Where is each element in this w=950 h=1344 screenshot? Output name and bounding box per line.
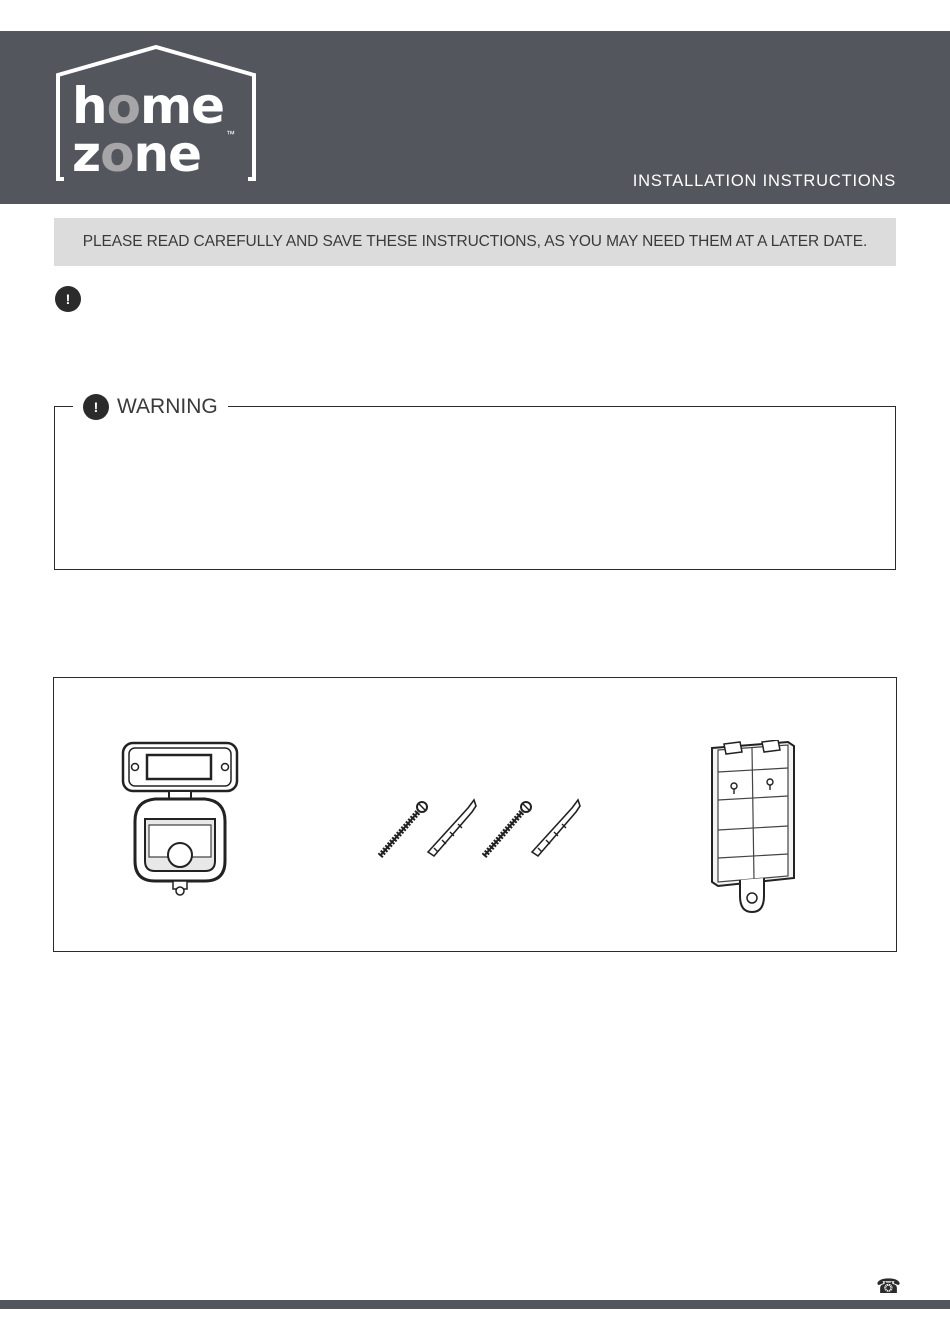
screws-and-wall-plugs-icon xyxy=(376,794,586,860)
parts-box xyxy=(53,677,897,952)
security-light-icon xyxy=(119,741,241,898)
homezone-logo xyxy=(54,45,260,185)
logo-word-zone: zone xyxy=(72,125,201,183)
warning-box xyxy=(54,395,896,570)
logo-word-home: home xyxy=(72,77,224,135)
header-banner xyxy=(0,31,950,204)
phone-icon: ☎ xyxy=(876,1276,901,1298)
read-carefully-notice xyxy=(54,218,896,266)
footer-bar xyxy=(0,1300,950,1309)
warning-exclamation-icon: ! xyxy=(83,394,109,420)
warning-heading xyxy=(73,394,228,420)
document-title: INSTALLATION INSTRUCTIONS xyxy=(632,172,896,190)
warning-label: WARNING xyxy=(117,395,218,418)
exclamation-icon: ! xyxy=(55,286,81,312)
mounting-bracket-icon xyxy=(704,740,800,918)
notice-text: PLEASE READ CAREFULLY AND SAVE THESE INSTRUCTIONS, AS YOU MAY NEED THEM AT A LATER DATE. xyxy=(82,233,868,250)
logo-trademark: ™ xyxy=(226,129,235,139)
